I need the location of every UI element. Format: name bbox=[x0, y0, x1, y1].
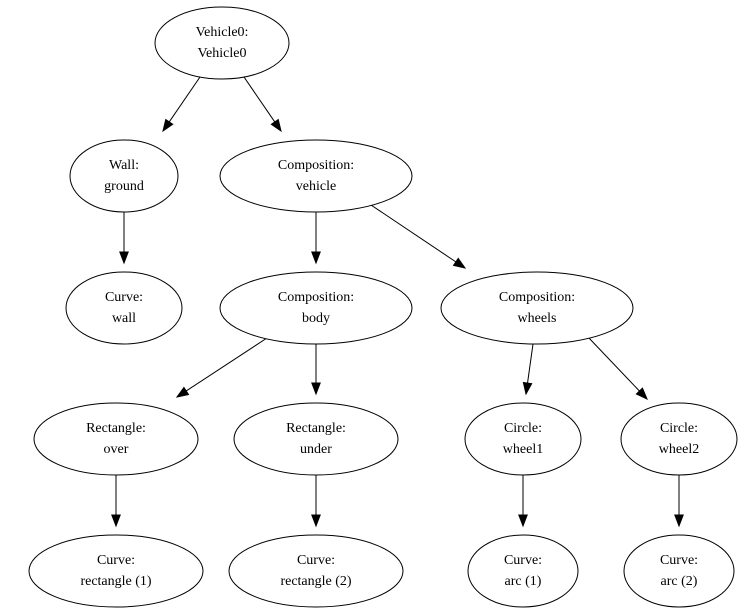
node-label-type: Wall: bbox=[109, 158, 139, 174]
edge-arrowhead bbox=[519, 515, 527, 526]
graph-edge bbox=[588, 337, 647, 399]
node-label-type: Circle: bbox=[503, 421, 543, 437]
node-label-name: over bbox=[103, 442, 129, 458]
edge-line bbox=[588, 337, 639, 391]
graph-edge bbox=[112, 475, 120, 526]
node-label-type: Composition: bbox=[277, 158, 355, 174]
node-label-name: under bbox=[300, 442, 332, 458]
node-ellipse[interactable] bbox=[155, 7, 289, 79]
node-ellipse[interactable] bbox=[465, 403, 581, 475]
node-label-name: arc (2) bbox=[660, 574, 698, 590]
edge-arrowhead bbox=[163, 120, 173, 131]
node-label-type: Curve: bbox=[296, 553, 336, 569]
graph-edge bbox=[312, 344, 320, 394]
node-ellipse[interactable] bbox=[229, 535, 403, 607]
node-label-type: Vehicle0: bbox=[195, 25, 249, 41]
node-label-name: body bbox=[302, 311, 330, 327]
node-ellipse[interactable] bbox=[441, 272, 633, 344]
edge-arrowhead bbox=[454, 258, 465, 268]
node-label-name: wheels bbox=[517, 311, 557, 327]
graph-node-vehicle0[interactable] bbox=[155, 7, 289, 79]
node-label-type: Composition: bbox=[498, 290, 576, 306]
node-ellipse[interactable] bbox=[621, 403, 737, 475]
node-label-name: wall bbox=[111, 311, 137, 327]
node-ellipse[interactable] bbox=[624, 535, 734, 607]
node-label-type: Circle: bbox=[659, 421, 699, 437]
graph-edge bbox=[177, 338, 267, 397]
graph-edge bbox=[675, 475, 683, 526]
node-ellipse[interactable] bbox=[234, 403, 398, 475]
graph-node-circle_wheel2[interactable] bbox=[621, 403, 737, 475]
node-label-name: rectangle (1) bbox=[80, 574, 152, 590]
graph-edge bbox=[244, 77, 281, 131]
graph-edge bbox=[519, 475, 527, 526]
edge-arrowhead bbox=[312, 383, 320, 394]
node-label-name: wheel1 bbox=[502, 442, 544, 458]
node-label-type: Rectangle: bbox=[86, 421, 146, 437]
graph-node-curve_arc2[interactable] bbox=[624, 535, 734, 607]
edge-arrowhead bbox=[112, 515, 120, 526]
graph-node-composition_vehicle[interactable] bbox=[220, 140, 412, 212]
graph-node-curve_rect2[interactable] bbox=[229, 535, 403, 607]
graph-node-rectangle_under[interactable] bbox=[234, 403, 398, 475]
graph-node-rectangle_over[interactable] bbox=[34, 403, 198, 475]
node-label-name: arc (1) bbox=[504, 574, 542, 590]
node-ellipse[interactable] bbox=[220, 272, 412, 344]
graph-node-composition_body[interactable] bbox=[220, 272, 412, 344]
graph-node-curve_wall[interactable] bbox=[66, 272, 182, 344]
edge-arrowhead bbox=[177, 387, 189, 397]
graph-node-wall[interactable] bbox=[70, 140, 178, 212]
edge-line bbox=[528, 344, 533, 383]
edge-line bbox=[169, 77, 200, 122]
graph-edge bbox=[312, 475, 320, 526]
node-label-name: Vehicle0 bbox=[197, 46, 247, 62]
graph-edge bbox=[120, 212, 128, 263]
edge-arrowhead bbox=[120, 252, 128, 263]
graph-node-curve_arc1[interactable] bbox=[468, 535, 578, 607]
node-ellipse[interactable] bbox=[70, 140, 178, 212]
node-label-type: Rectangle: bbox=[286, 421, 346, 437]
edge-arrowhead bbox=[675, 515, 683, 526]
node-label-name: ground bbox=[104, 179, 144, 195]
graph-node-curve_rect1[interactable] bbox=[29, 535, 203, 607]
edge-line bbox=[371, 205, 456, 262]
node-label-name: wheel2 bbox=[658, 442, 700, 458]
node-label-name: rectangle (2) bbox=[280, 574, 352, 590]
graph-node-circle_wheel1[interactable] bbox=[465, 403, 581, 475]
node-label-name: vehicle bbox=[295, 179, 337, 195]
graph-edge bbox=[312, 212, 320, 263]
node-label-type: Curve: bbox=[503, 553, 543, 569]
node-ellipse[interactable] bbox=[220, 140, 412, 212]
graph-edge bbox=[523, 344, 533, 394]
node-ellipse[interactable] bbox=[468, 535, 578, 607]
graph-edge bbox=[371, 205, 465, 268]
edge-arrowhead bbox=[312, 515, 320, 526]
edge-arrowhead bbox=[523, 383, 531, 394]
node-label-type: Curve: bbox=[96, 553, 136, 569]
graph-node-composition_wheels[interactable] bbox=[441, 272, 633, 344]
node-label-type: Curve: bbox=[104, 290, 144, 306]
node-label-type: Composition: bbox=[277, 290, 355, 306]
node-ellipse[interactable] bbox=[29, 535, 203, 607]
graph-edge bbox=[163, 77, 200, 131]
nodes-layer bbox=[29, 7, 737, 607]
node-ellipse[interactable] bbox=[34, 403, 198, 475]
node-ellipse[interactable] bbox=[66, 272, 182, 344]
edge-line bbox=[186, 338, 267, 391]
edge-line bbox=[244, 77, 275, 122]
edge-arrowhead bbox=[271, 120, 281, 131]
edge-arrowhead bbox=[312, 252, 320, 263]
node-label-type: Curve: bbox=[659, 553, 699, 569]
